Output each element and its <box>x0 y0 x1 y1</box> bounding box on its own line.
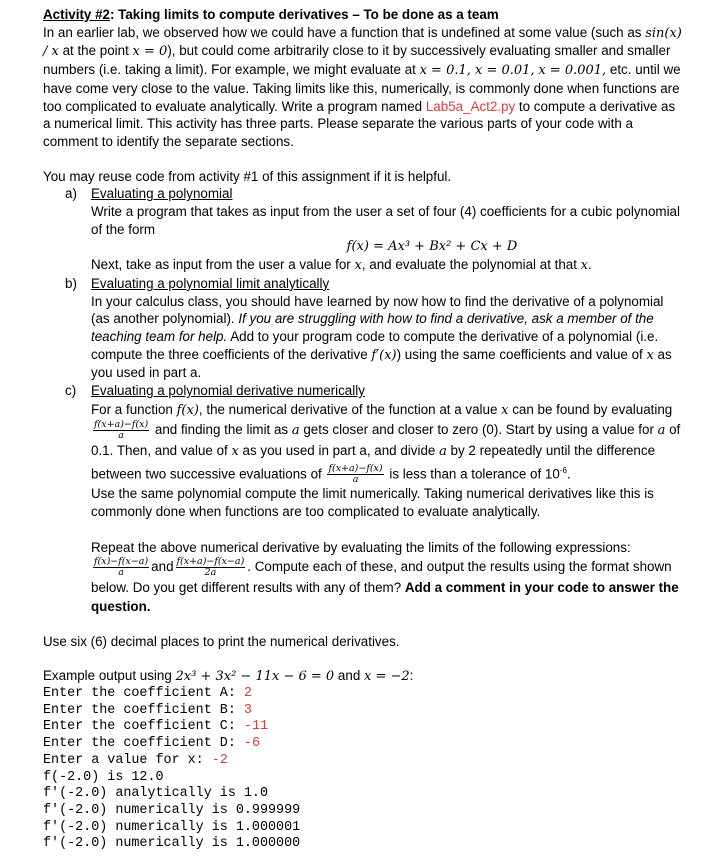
text: at the point <box>58 43 133 59</box>
text: : <box>409 668 414 684</box>
console-result: f'(-2.0) numerically is 0.999999 <box>43 802 301 818</box>
text: as you used in part a. <box>91 346 672 381</box>
part-a <box>43 185 683 275</box>
console-input: -2 <box>211 752 228 768</box>
console-prompt: Enter the coefficient C: <box>43 719 244 735</box>
math: x = 0 <box>132 44 168 60</box>
math: x <box>231 443 239 459</box>
part-c-repeat <box>91 538 683 616</box>
part-a-text: Write a program that takes as input from the user a set of four (4) coefficients for a cubic polynomial of the form <box>91 204 680 237</box>
text: gets closer and closer to zero (0). Start by using a value for <box>299 421 658 437</box>
intro-paragraph <box>43 24 683 151</box>
part-b-text <box>91 293 683 383</box>
part-a-text-2 <box>91 256 683 275</box>
console-result: f(-2.0) is 12.0 <box>43 769 164 785</box>
text: can be found by evaluating <box>508 401 673 417</box>
text: as you used in part a, and divide <box>238 442 440 458</box>
math: x <box>580 258 589 274</box>
math: x = 0.1, x = 0.01, <box>419 63 535 79</box>
text: In your calculus class, you should have learned by now how to find the derivative of a polynomial (as another polynomial). <box>91 293 664 327</box>
text: etc. until we have come very close to the value. Taking limits like this, numerically, is commonly done when functions are too complicated to evaluate analytically. Write a program named <box>43 62 681 114</box>
part-c <box>43 382 683 616</box>
console-prompt: Enter a value for x: <box>43 752 212 768</box>
part-c-label: c) <box>65 383 77 399</box>
fraction-denominator: a <box>118 429 124 441</box>
part-a-heading: Evaluating a polynomial <box>91 186 233 202</box>
math: 2x³ + 3x² − 11x − 6 = 0 <box>175 669 335 685</box>
text: Add to your program code to compute the derivative of a polynomial (i.e. compute the three coefficients of the derivative <box>91 328 659 362</box>
text: For a function <box>91 401 177 417</box>
console-line <box>43 736 683 753</box>
text: by 2 repeatedly until the difference between two successive evaluations of <box>91 442 656 482</box>
italic-text: If you are struggling with how to find a derivative, ask a member of the teaching team for help. <box>91 311 654 344</box>
console-input: -11 <box>243 719 269 735</box>
text: ) using the same coefficients and value of <box>396 346 647 362</box>
math: x <box>646 347 654 363</box>
example-output <box>43 686 683 853</box>
part-c-text-2: Use the same polynomial compute the limit numerically. Taking numerical derivatives like this is commonly done when functions are too complicated to evaluate analytically. <box>91 486 654 519</box>
math: f′(x) <box>371 347 397 363</box>
math: x <box>501 402 509 418</box>
filename: Lab5a_Act2.py <box>425 98 516 114</box>
fraction-forward-2 <box>327 464 383 485</box>
fraction-backward <box>93 557 149 578</box>
console-line <box>43 686 683 703</box>
math: a <box>657 422 666 438</box>
text: Repeat the above numerical derivative by evaluating the limits of the following expressions: <box>91 539 631 555</box>
fraction-numerator: f(x+a)−f(x) <box>94 418 149 430</box>
text: , the numerical derivative of the function at a value <box>198 401 502 417</box>
fraction-denominator: a <box>352 474 359 486</box>
part-c-text <box>91 400 683 485</box>
text: , and evaluate the polynomial at that <box>361 257 581 273</box>
text: ), but could come arbitrarily close to it by successively evaluating smaller and smaller numbers (i.e. taking a limit). For example, we might evaluate at <box>43 43 671 78</box>
activity-heading <box>43 6 683 24</box>
cubic-equation: f(x) = Ax³ + Bx² + Cx + D <box>346 239 518 255</box>
math: x = 0.001, <box>538 63 607 79</box>
reuse-note: You may reuse code from activity #1 of this assignment if it is helpful. <box>43 168 452 184</box>
console-input: -6 <box>243 736 260 752</box>
bold-text: Add a comment in your code to answer the question. <box>91 579 679 614</box>
console-prompt: Enter the coefficient B: <box>43 702 244 718</box>
math: sin(x) / x <box>43 25 682 60</box>
fraction-denominator: a <box>118 566 124 578</box>
fraction-denominator: 2a <box>204 566 217 578</box>
part-a-label: a) <box>65 186 77 202</box>
console-input: 2 <box>243 686 252 701</box>
example-heading <box>43 667 683 686</box>
activity-subtitle: : Taking limits to compute derivatives – To be done as a team <box>110 7 499 22</box>
fraction-forward <box>93 420 149 441</box>
exponent: -6 <box>559 465 567 475</box>
text: and finding the limit as <box>151 421 292 437</box>
console-prompt: Enter the coefficient A: <box>43 686 244 701</box>
text: . <box>588 257 592 273</box>
activity-title: Activity #2 <box>43 7 110 22</box>
console-result: f'(-2.0) numerically is 1.000000 <box>43 836 301 852</box>
console-line <box>43 719 683 736</box>
console-prompt: Enter the coefficient D: <box>43 736 244 752</box>
fraction-numerator: f(x+a)−f(x−a) <box>176 555 245 567</box>
text: of 0.1. Then, and value of <box>91 421 681 458</box>
text: and <box>151 558 174 574</box>
math: x = −2 <box>364 669 410 685</box>
part-b <box>43 275 683 382</box>
text: is less than a tolerance of 10 <box>385 466 560 482</box>
document-page <box>43 6 683 853</box>
text: and <box>334 668 364 684</box>
fraction-numerator: f(x)−f(x−a) <box>94 555 149 567</box>
console-line <box>43 703 683 720</box>
math: x <box>354 258 362 274</box>
console-result: f'(-2.0) numerically is 1.000001 <box>43 819 301 835</box>
part-b-heading: Evaluating a polynomial limit analytically <box>91 275 330 291</box>
decimals-note: Use six (6) decimal places to print the numerical derivatives. <box>43 633 400 649</box>
part-b-label: b) <box>65 275 77 291</box>
math: f(x) <box>176 402 199 418</box>
text: Next, take as input from the user a value for <box>91 257 355 273</box>
math: a <box>439 443 447 459</box>
fraction-numerator: f(x+a)−f(x) <box>328 463 383 475</box>
text: In an earlier lab, we observed how we could have a function that is undefined at some value (such as <box>43 24 646 40</box>
text: to compute a derivative as a numerical limit. This activity has three parts. Please separate the various parts of your code with a comment to identify the separate sections. <box>43 98 676 149</box>
text: Example output using <box>43 668 176 684</box>
text: . Compute each of these, and output the results using the format shown below. Do you get different results with any of them? <box>91 558 672 595</box>
part-c-heading: Evaluating a polynomial derivative numerically <box>91 383 365 399</box>
console-input: 3 <box>243 702 252 718</box>
math: a <box>291 422 300 438</box>
fraction-central <box>176 557 246 578</box>
console-result: f'(-2.0) analytically is 1.0 <box>43 786 268 802</box>
text: . <box>566 466 571 482</box>
console-line <box>43 753 683 770</box>
